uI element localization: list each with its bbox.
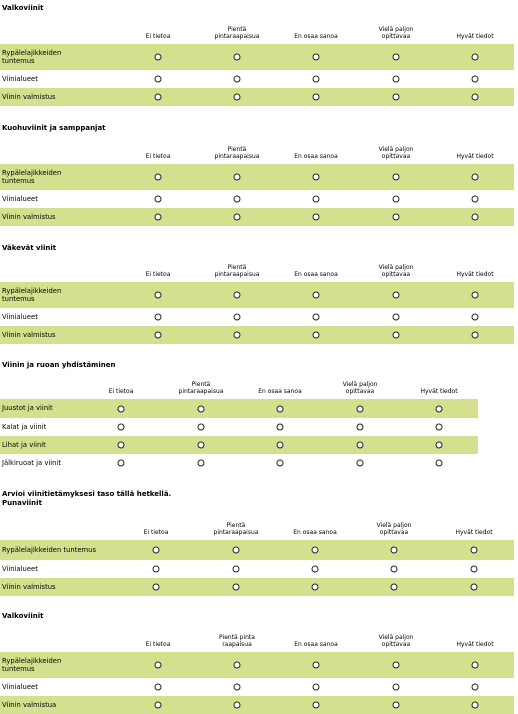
table-row (0, 70, 514, 88)
radio-button[interactable] (472, 332, 479, 339)
table-row (0, 696, 514, 714)
radio-button[interactable] (234, 684, 241, 691)
radio-button[interactable] (155, 94, 162, 101)
row-label: Juustot ja viinit (2, 404, 53, 413)
radio-button[interactable] (472, 196, 479, 203)
row-label: Viinin valmistus (2, 92, 56, 101)
row-label: Jälkiruoat ja viinit (2, 458, 62, 467)
column-header: Vielä paljon opittavaa (342, 381, 378, 395)
radio-button[interactable] (155, 54, 162, 61)
radio-button[interactable] (234, 94, 241, 101)
row-label: Viinin valmistus (2, 212, 56, 221)
radio-button[interactable] (155, 332, 162, 339)
radio-button[interactable] (233, 547, 240, 554)
column-header: Ei tietoa (145, 271, 171, 278)
radio-button[interactable] (472, 174, 479, 181)
radio-button[interactable] (155, 684, 162, 691)
radio-button[interactable] (234, 662, 241, 669)
radio-button[interactable] (153, 547, 160, 554)
radio-button[interactable] (234, 214, 241, 221)
radio-button[interactable] (312, 584, 319, 591)
radio-button[interactable] (118, 405, 125, 412)
radio-button[interactable] (313, 196, 320, 203)
row-label: Rypälelajikkeiden tuntemus (2, 545, 97, 554)
radio-button[interactable] (472, 214, 479, 221)
section-title: Arvioi viinitietämyksesi taso tällä hetkellä. Punaviinit (2, 490, 172, 507)
radio-button[interactable] (472, 662, 479, 669)
column-header: En osaa sanoa (294, 153, 338, 160)
radio-button[interactable] (155, 702, 162, 709)
radio-button[interactable] (234, 292, 241, 299)
table-row (0, 208, 514, 226)
radio-button[interactable] (436, 424, 443, 431)
radio-button[interactable] (472, 292, 479, 299)
radio-button[interactable] (313, 214, 320, 221)
radio-button[interactable] (313, 174, 320, 181)
radio-button[interactable] (393, 94, 400, 101)
radio-button[interactable] (472, 684, 479, 691)
column-header: Hyvät tiedot (456, 641, 494, 648)
table-row (0, 308, 514, 326)
column-header: Ei tietoa (108, 388, 134, 395)
radio-button[interactable] (313, 332, 320, 339)
section-title: Valkoviinit (2, 612, 44, 620)
radio-button[interactable] (234, 196, 241, 203)
radio-button[interactable] (393, 314, 400, 321)
column-header: Pientä pintaraapaisua (214, 146, 260, 160)
radio-button[interactable] (277, 460, 284, 467)
row-label: Viinialueet (2, 194, 38, 203)
table-row (0, 44, 514, 70)
row-label: Viinialueet (2, 564, 38, 573)
radio-button[interactable] (472, 702, 479, 709)
column-header: Vielä paljon opittavaa (376, 522, 412, 536)
table-row (0, 454, 478, 472)
section-title: Valkoviinit (2, 4, 44, 12)
column-header: Pientä pintaraapaisua (213, 522, 259, 536)
radio-button[interactable] (393, 684, 400, 691)
column-header: Hyvät tiedot (456, 153, 494, 160)
row-label: Viinialueet (2, 312, 38, 321)
column-header: Ei tietoa (145, 33, 171, 40)
section-title: Kuohuviinit ja samppanjat (2, 124, 106, 132)
radio-button[interactable] (436, 460, 443, 467)
row-label: Viinialueet (2, 74, 38, 83)
radio-button[interactable] (313, 662, 320, 669)
radio-button[interactable] (357, 424, 364, 431)
radio-button[interactable] (472, 76, 479, 83)
row-label: Kalat ja viinit (2, 422, 47, 431)
section-title: Väkevät viinit (2, 244, 57, 252)
column-header: En osaa sanoa (294, 641, 338, 648)
radio-button[interactable] (393, 662, 400, 669)
column-header: Hyvät tiedot (456, 271, 494, 278)
radio-button[interactable] (471, 584, 478, 591)
radio-button[interactable] (391, 547, 398, 554)
radio-button[interactable] (234, 76, 241, 83)
radio-button[interactable] (118, 424, 125, 431)
radio-button[interactable] (312, 547, 319, 554)
radio-button[interactable] (436, 405, 443, 412)
table-row (0, 88, 514, 106)
radio-button[interactable] (233, 584, 240, 591)
column-header: Hyvät tiedot (456, 33, 494, 40)
radio-button[interactable] (472, 94, 479, 101)
radio-button[interactable] (155, 292, 162, 299)
radio-button[interactable] (393, 332, 400, 339)
radio-button[interactable] (393, 702, 400, 709)
radio-button[interactable] (393, 292, 400, 299)
column-header: Vielä paljon opittavaa (378, 146, 414, 160)
table-row (0, 560, 514, 578)
radio-button[interactable] (155, 196, 162, 203)
row-label: Viinin valmistus (2, 582, 56, 591)
radio-button[interactable] (155, 662, 162, 669)
table-row (0, 164, 514, 190)
radio-button[interactable] (234, 702, 241, 709)
row-label: Rypälelajikkeiden tuntemus (2, 168, 62, 185)
column-header: Hyvät tiedot (455, 529, 493, 536)
row-label: Lihat ja viinit (2, 440, 46, 449)
radio-button[interactable] (436, 442, 443, 449)
column-header: Pientä pintaraapaisua (214, 264, 260, 278)
column-header: En osaa sanoa (293, 529, 337, 536)
radio-button[interactable] (393, 196, 400, 203)
table-row (0, 418, 478, 436)
radio-button[interactable] (357, 460, 364, 467)
radio-button[interactable] (118, 442, 125, 449)
row-label: Rypälelajikkeiden tuntemus (2, 48, 62, 65)
table-row (0, 326, 514, 344)
radio-button[interactable] (198, 460, 205, 467)
radio-button[interactable] (155, 174, 162, 181)
radio-button[interactable] (313, 314, 320, 321)
radio-button[interactable] (153, 566, 160, 573)
column-header: Ei tietoa (145, 641, 171, 648)
radio-button[interactable] (393, 54, 400, 61)
radio-button[interactable] (233, 566, 240, 573)
row-label: Viinin valmistus (2, 330, 56, 339)
column-header: Pientä pintaraapaisua (178, 381, 224, 395)
table-row (0, 678, 514, 696)
radio-button[interactable] (153, 584, 160, 591)
radio-button[interactable] (472, 54, 479, 61)
column-header: En osaa sanoa (294, 271, 338, 278)
column-header: Vielä paljon opittavaa (378, 26, 414, 40)
radio-button[interactable] (155, 214, 162, 221)
radio-button[interactable] (198, 442, 205, 449)
radio-button[interactable] (118, 460, 125, 467)
row-label: Viinialueet (2, 682, 38, 691)
table-row (0, 282, 514, 308)
radio-button[interactable] (277, 405, 284, 412)
radio-button[interactable] (472, 314, 479, 321)
radio-button[interactable] (234, 174, 241, 181)
radio-button[interactable] (234, 314, 241, 321)
radio-button[interactable] (393, 76, 400, 83)
column-header: En osaa sanoa (294, 33, 338, 40)
radio-button[interactable] (313, 54, 320, 61)
radio-button[interactable] (391, 584, 398, 591)
radio-button[interactable] (155, 76, 162, 83)
radio-button[interactable] (313, 76, 320, 83)
column-header: Vielä paljon opittavaa (378, 264, 414, 278)
radio-button[interactable] (357, 405, 364, 412)
column-header: Pientä pintaraapaisua (214, 26, 260, 40)
radio-button[interactable] (357, 442, 364, 449)
radio-button[interactable] (313, 292, 320, 299)
radio-button[interactable] (313, 684, 320, 691)
radio-button[interactable] (155, 314, 162, 321)
row-label: Rypälelajikkeiden tuntemus (2, 286, 62, 303)
radio-button[interactable] (312, 566, 319, 573)
radio-button[interactable] (234, 54, 241, 61)
radio-button[interactable] (391, 566, 398, 573)
row-label: Rypälelajikkeiden tuntemus (2, 656, 62, 673)
radio-button[interactable] (277, 442, 284, 449)
radio-button[interactable] (471, 547, 478, 554)
table-row (0, 436, 478, 454)
row-label: Viinin valmistua (2, 700, 57, 709)
radio-button[interactable] (277, 424, 284, 431)
column-header: Ei tietoa (143, 529, 169, 536)
table-row (0, 578, 514, 596)
column-header: Ei tietoa (145, 153, 171, 160)
column-header: Hyvät tiedot (420, 388, 458, 395)
column-header: Vielä paljon opittavaa (378, 634, 414, 648)
radio-button[interactable] (198, 405, 205, 412)
radio-button[interactable] (198, 424, 205, 431)
radio-button[interactable] (313, 94, 320, 101)
section-title: Viinin ja ruoan yhdistäminen (2, 361, 116, 369)
table-row (0, 399, 478, 418)
column-header: Pientä pinta raapaisua (219, 634, 255, 648)
table-row (0, 652, 514, 678)
radio-button[interactable] (393, 214, 400, 221)
radio-button[interactable] (234, 332, 241, 339)
table-row (0, 190, 514, 208)
radio-button[interactable] (393, 174, 400, 181)
radio-button[interactable] (313, 702, 320, 709)
column-header: En osaa sanoa (258, 388, 302, 395)
radio-button[interactable] (471, 566, 478, 573)
